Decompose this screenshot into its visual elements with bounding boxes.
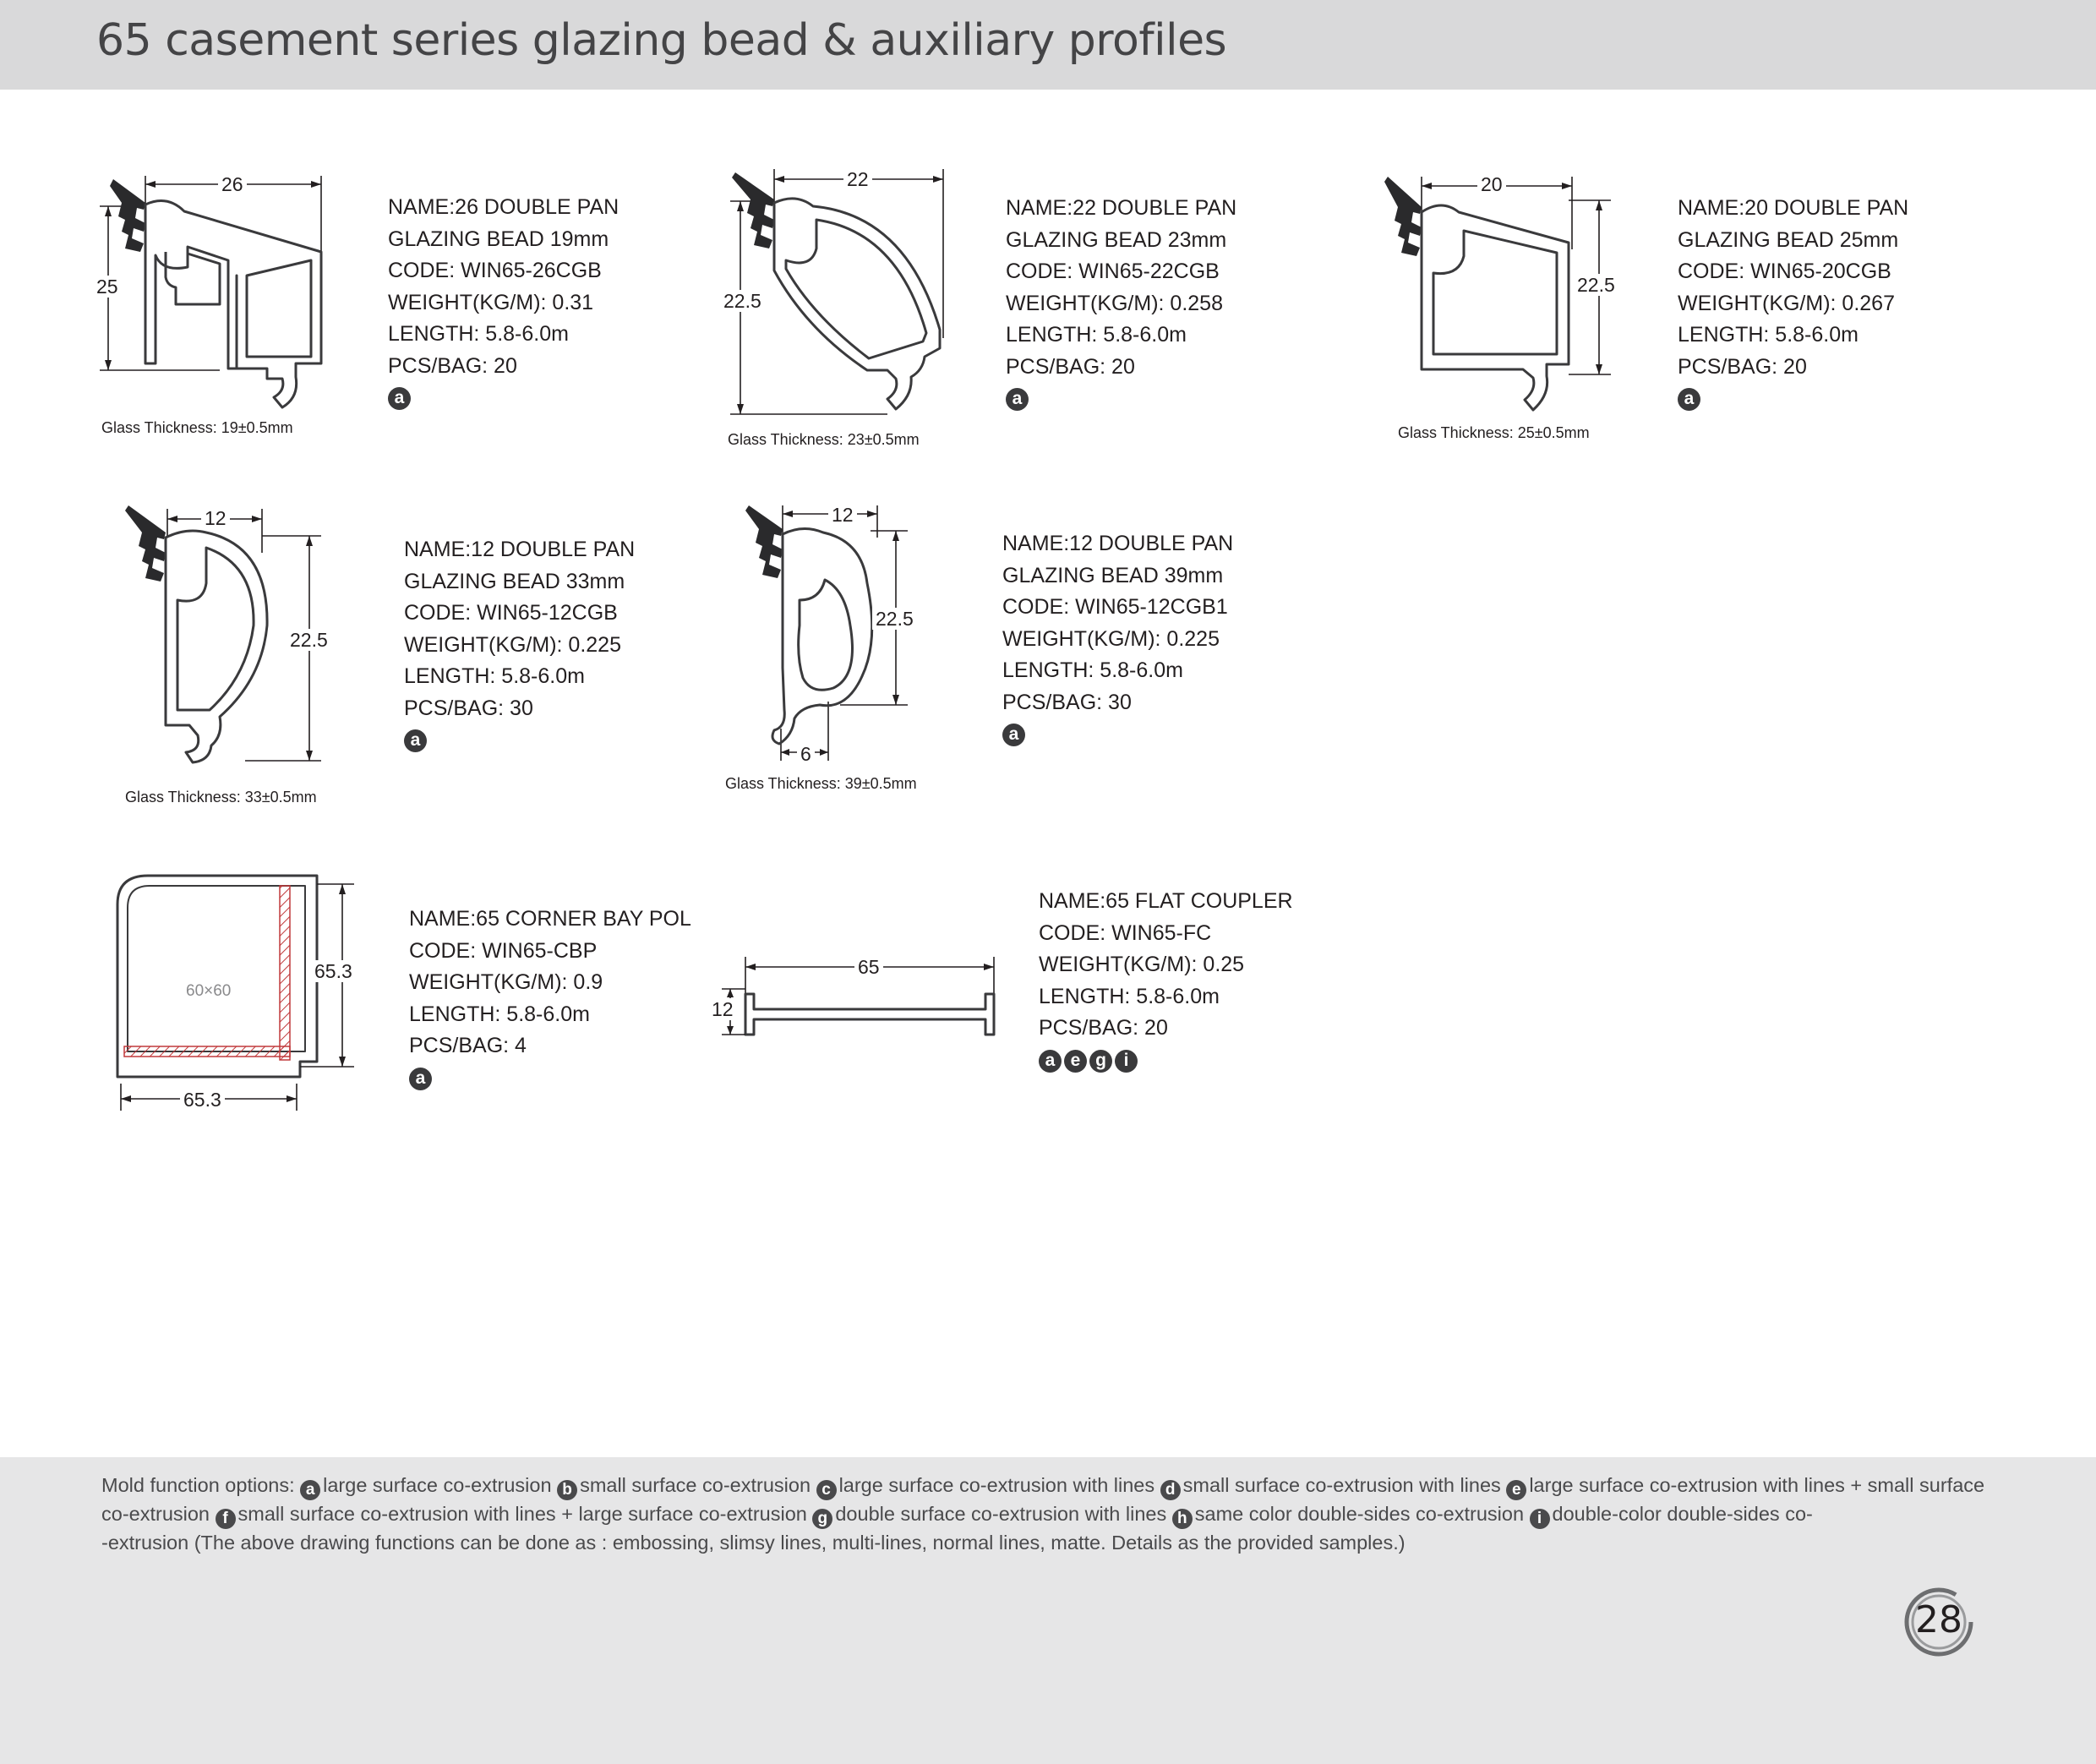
- legend-mark: f: [216, 1509, 236, 1529]
- legend-text: small surface co-extrusion: [580, 1474, 811, 1496]
- spec-pcs: PCS/BAG: 4: [409, 1034, 527, 1057]
- spec-weight: WEIGHT(KG/M): 0.25: [1039, 953, 1245, 976]
- legend-mark: a: [300, 1480, 320, 1500]
- spec-pcs: PCS/BAG: 20: [1678, 354, 1807, 379]
- mold-option-mark: a: [388, 387, 411, 410]
- spec-name-cont: GLAZING BEAD 23mm: [1006, 227, 1227, 252]
- legend-text: double-color double-sides co-: [1552, 1503, 1813, 1525]
- legend-mark: e: [1506, 1480, 1526, 1500]
- spec-block: [1678, 193, 1908, 411]
- dimension-width: 22.5: [872, 608, 917, 630]
- mold-marks: [404, 729, 635, 752]
- mold-marks: [388, 387, 619, 410]
- spec-weight: WEIGHT(KG/M): 0.225: [404, 632, 621, 657]
- legend-text: small surface co-extrusion with lines: [1182, 1474, 1501, 1496]
- dimension-foot: 6: [797, 743, 815, 765]
- spec-name: NAME:26 DOUBLE PAN: [388, 195, 620, 219]
- legend-mark: d: [1160, 1480, 1181, 1500]
- legend-text: large surface co-extrusion with lines: [838, 1474, 1155, 1496]
- dimension-height: 22.5: [1574, 274, 1618, 296]
- dimension-width: 26: [218, 173, 247, 195]
- legend-item: [300, 1474, 552, 1499]
- spec-code: CODE: WIN65-22CGB: [1006, 259, 1220, 283]
- dimension-width: 12: [201, 507, 230, 529]
- legend-mark: b: [557, 1480, 577, 1500]
- mold-option-mark: a: [1678, 388, 1700, 411]
- legend-text: large surface co-extrusion with lines + small surface co-extrusion: [101, 1474, 1985, 1525]
- spec-length: LENGTH: 5.8-6.0m: [1039, 984, 1220, 1008]
- spec-length: LENGTH: 5.8-6.0m: [388, 322, 569, 346]
- spec-length: LENGTH: 5.8-6.0m: [1678, 323, 1859, 347]
- spec-name-cont: GLAZING BEAD 33mm: [404, 569, 625, 593]
- spec-name-cont: GLAZING BEAD 39mm: [1002, 563, 1224, 587]
- glass-thickness-caption: Glass Thickness: 25±0.5mm: [1398, 424, 1590, 441]
- legend-item: [557, 1474, 811, 1499]
- spec-weight: WEIGHT(KG/M): 0.9: [409, 970, 603, 994]
- spec-block: [1039, 886, 1293, 1073]
- spec-name: NAME:20 DOUBLE PAN: [1678, 196, 1909, 220]
- dimension-height: 25: [93, 276, 122, 298]
- dimension-width: 22: [843, 168, 872, 190]
- legend-text: double surface co-extrusion with lines: [835, 1503, 1167, 1525]
- profile-drawing-26cgb: [85, 161, 338, 423]
- dimension-width: 65: [854, 956, 883, 978]
- spec-name: NAME:12 DOUBLE PAN: [404, 538, 636, 561]
- mold-marks: [1006, 388, 1236, 411]
- legend-note: -extrusion (The above drawing functions can be done as : embossing, slimsy lines, multi-lines, normal lines, matte. Details as the provided samples.): [101, 1532, 1406, 1554]
- mold-marks: [1002, 724, 1233, 746]
- spec-block: [404, 534, 635, 752]
- dimension-width: 65.3: [180, 1089, 225, 1111]
- spec-block: [409, 904, 691, 1090]
- spec-pcs: PCS/BAG: 20: [388, 353, 517, 378]
- mold-marks: [409, 1068, 691, 1090]
- legend-text: large surface co-extrusion: [323, 1474, 552, 1496]
- dimension-height: 65.3: [311, 960, 356, 982]
- glass-thickness-caption: Glass Thickness: 39±0.5mm: [725, 775, 917, 792]
- legend-mark: c: [816, 1480, 837, 1500]
- legend-item: [216, 1503, 807, 1525]
- glass-thickness-caption: Glass Thickness: 33±0.5mm: [125, 789, 317, 806]
- spec-code: CODE: WIN65-CBP: [409, 938, 598, 963]
- profile-drawing-20cgb: [1378, 165, 1631, 427]
- mold-marks: [1678, 388, 1908, 411]
- spec-length: LENGTH: 5.8-6.0m: [1002, 658, 1183, 682]
- spec-weight: WEIGHT(KG/M): 0.258: [1006, 291, 1223, 315]
- legend-mark: i: [1530, 1509, 1550, 1529]
- mold-option-mark: a: [1002, 724, 1025, 746]
- dimension-height: 22.5: [720, 290, 765, 312]
- spec-block: [1006, 193, 1236, 411]
- spec-block: [388, 192, 619, 410]
- profile-drawing-12cgb1: [735, 499, 921, 769]
- header-band: [0, 0, 2096, 90]
- legend-text: small surface co-extrusion with lines + large surface co-extrusion: [237, 1503, 807, 1525]
- spec-name: NAME:22 DOUBLE PAN: [1006, 196, 1237, 220]
- legend-mark: g: [812, 1509, 832, 1529]
- spec-pcs: PCS/BAG: 20: [1006, 354, 1135, 379]
- dimension-width: 20: [1477, 173, 1506, 195]
- dimension-height: 12: [708, 998, 737, 1020]
- spec-name-cont: GLAZING BEAD 25mm: [1678, 227, 1899, 252]
- spec-code: CODE: WIN65-20CGB: [1678, 259, 1891, 283]
- legend-item: [812, 1503, 1166, 1525]
- size-label: 60×60: [186, 982, 232, 1000]
- mold-option-mark: i: [1115, 1050, 1138, 1073]
- spec-pcs: PCS/BAG: 20: [1039, 1016, 1168, 1040]
- spec-name: NAME:65 FLAT COUPLER: [1039, 889, 1293, 913]
- mold-option-mark: a: [404, 729, 427, 752]
- spec-weight: WEIGHT(KG/M): 0.267: [1678, 291, 1895, 315]
- mold-option-mark: a: [1039, 1050, 1062, 1073]
- dimension-height: 12: [828, 504, 857, 526]
- spec-code: CODE: WIN65-12CGB: [404, 601, 618, 625]
- spec-weight: WEIGHT(KG/M): 0.225: [1002, 626, 1220, 651]
- mold-marks: [1039, 1050, 1293, 1073]
- page-title: 65 casement series glazing bead & auxiliary profiles: [96, 15, 1227, 66]
- spec-weight: WEIGHT(KG/M): 0.31: [388, 290, 594, 314]
- spec-code: CODE: WIN65-26CGB: [388, 259, 602, 282]
- legend-item: [1530, 1503, 1813, 1525]
- mold-option-mark: e: [1064, 1050, 1087, 1073]
- spec-length: LENGTH: 5.8-6.0m: [409, 1002, 590, 1026]
- mold-options-legend: [101, 1472, 1986, 1557]
- mold-option-mark: a: [409, 1068, 432, 1090]
- profile-drawing-cbp: [106, 871, 359, 1116]
- spec-code: CODE: WIN65-12CGB1: [1002, 595, 1228, 619]
- dimension-height: 22.5: [287, 629, 331, 651]
- spec-pcs: PCS/BAG: 30: [404, 696, 533, 720]
- glass-thickness-caption: Glass Thickness: 19±0.5mm: [101, 419, 293, 436]
- legend-item: [816, 1474, 1155, 1499]
- spec-length: LENGTH: 5.8-6.0m: [404, 664, 585, 688]
- legend-text: same color double-sides co-extrusion: [1194, 1503, 1525, 1525]
- spec-length: LENGTH: 5.8-6.0m: [1006, 323, 1187, 347]
- spec-name-cont: GLAZING BEAD 19mm: [388, 227, 609, 251]
- spec-block: [1002, 528, 1233, 746]
- spec-name: NAME:12 DOUBLE PAN: [1002, 532, 1234, 555]
- legend-item: [1172, 1503, 1524, 1525]
- glass-thickness-caption: Glass Thickness: 23±0.5mm: [728, 431, 920, 448]
- legend-item: [1160, 1474, 1501, 1499]
- spec-name: NAME:65 CORNER BAY POL: [409, 907, 691, 931]
- mold-option-mark: a: [1006, 388, 1029, 411]
- page-number-badge: [1903, 1587, 1974, 1658]
- spec-pcs: PCS/BAG: 30: [1002, 690, 1132, 714]
- page-number: 28: [1915, 1598, 1962, 1641]
- spec-code: CODE: WIN65-FC: [1039, 920, 1212, 945]
- mold-option-mark: g: [1089, 1050, 1112, 1073]
- legend-intro: Mold function options:: [101, 1474, 295, 1496]
- legend-mark: h: [1172, 1509, 1193, 1529]
